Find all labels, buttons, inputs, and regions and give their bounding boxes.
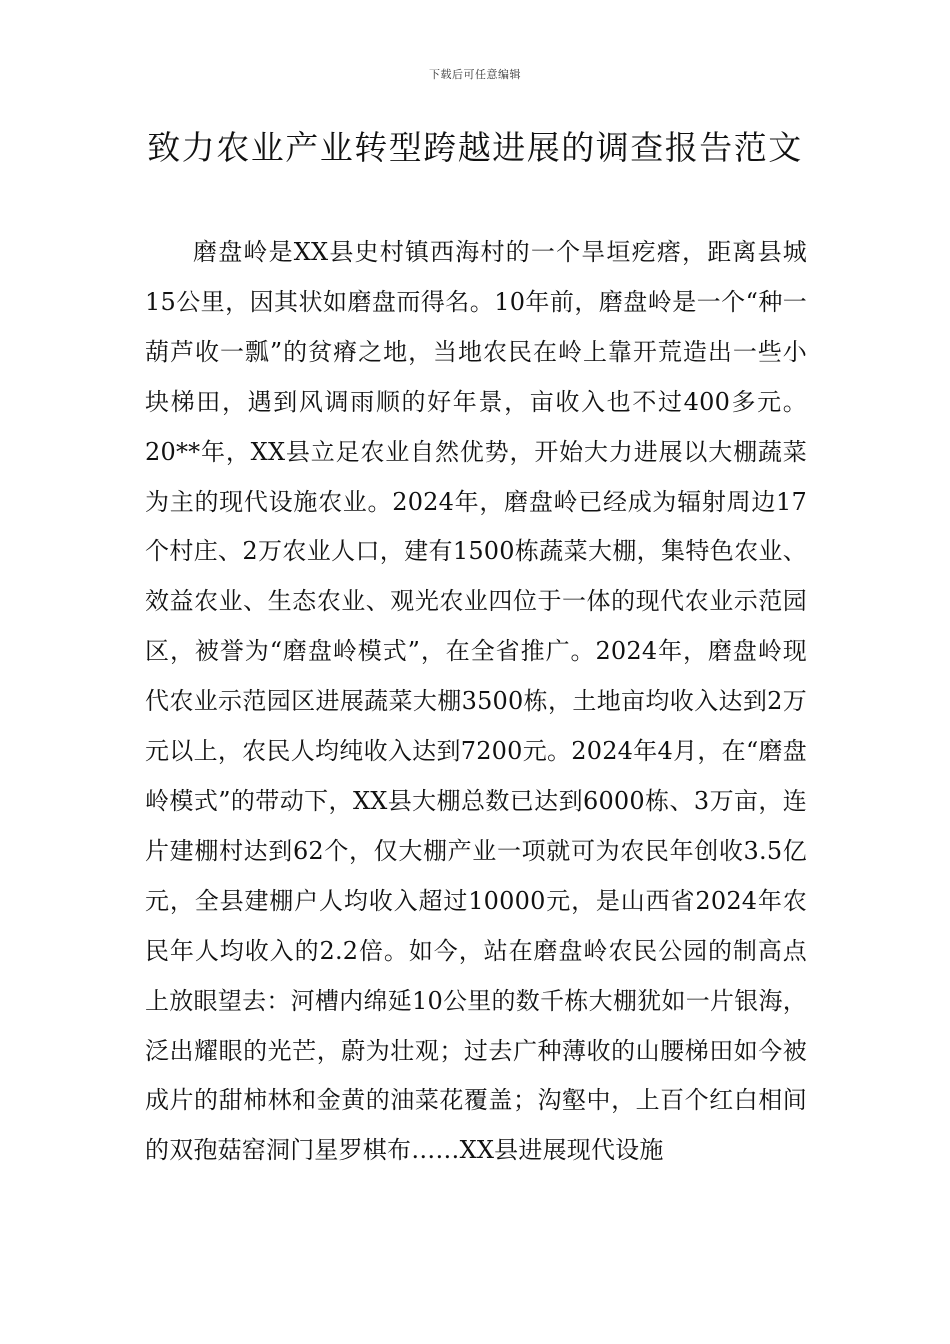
page-header-note: 下载后可任意编辑 [429, 68, 521, 81]
body-paragraph: 磨盘岭是XX县史村镇西海村的一个旱垣疙瘩，距离县城15公里，因其状如磨盘而得名。10年前，磨盘岭是一个“种一葫芦收一瓢”的贫瘠之地，当地农民在岭上靠开荒造出一些小块梯田，遇到风调雨顺的好年景，亩收入也不过400多元。20**年，XX县立足农业自然优势，开始大力进展以大棚蔬菜为主的现代设施农业。2024年，磨盘岭已经成为辐射周边17个村庄、2万农业人口，建有1500栋蔬菜大棚，集特色农业、效益农业、生态农业、观光农业四位于一体的现代农业示范园区，被誉为“磨盘岭模式”，在全省推广。2024年，磨盘岭现代农业示范园区进展蔬菜大棚3500栋，土地亩均收入达到2万元以上，农民人均纯收入达到7200元。2024年4月，在“磨盘岭模式”的带动下，XX县大棚总数已达到6000栋、3万亩，连片建棚村达到62个，仅大棚产业一项就可为农民年创收3.5亿元，全县建棚户人均收入超过10000元，是山西省2024年农民年人均收入的2.2倍。如今，站在磨盘岭农民公园的制高点上放眼望去：河槽内绵延10公里的数千栋大棚犹如一片银海，泛出耀眼的光芒，蔚为壮观；过去广种薄收的山腰梯田如今被成片的甜柿林和金黄的油菜花覆盖；沟壑中，上百个红白相间的双孢菇窑洞门星罗棋布……XX县进展现代设施 [145, 238, 807, 1165]
document-title: 致力农业产业转型跨越进展的调查报告范文 [147, 128, 803, 167]
